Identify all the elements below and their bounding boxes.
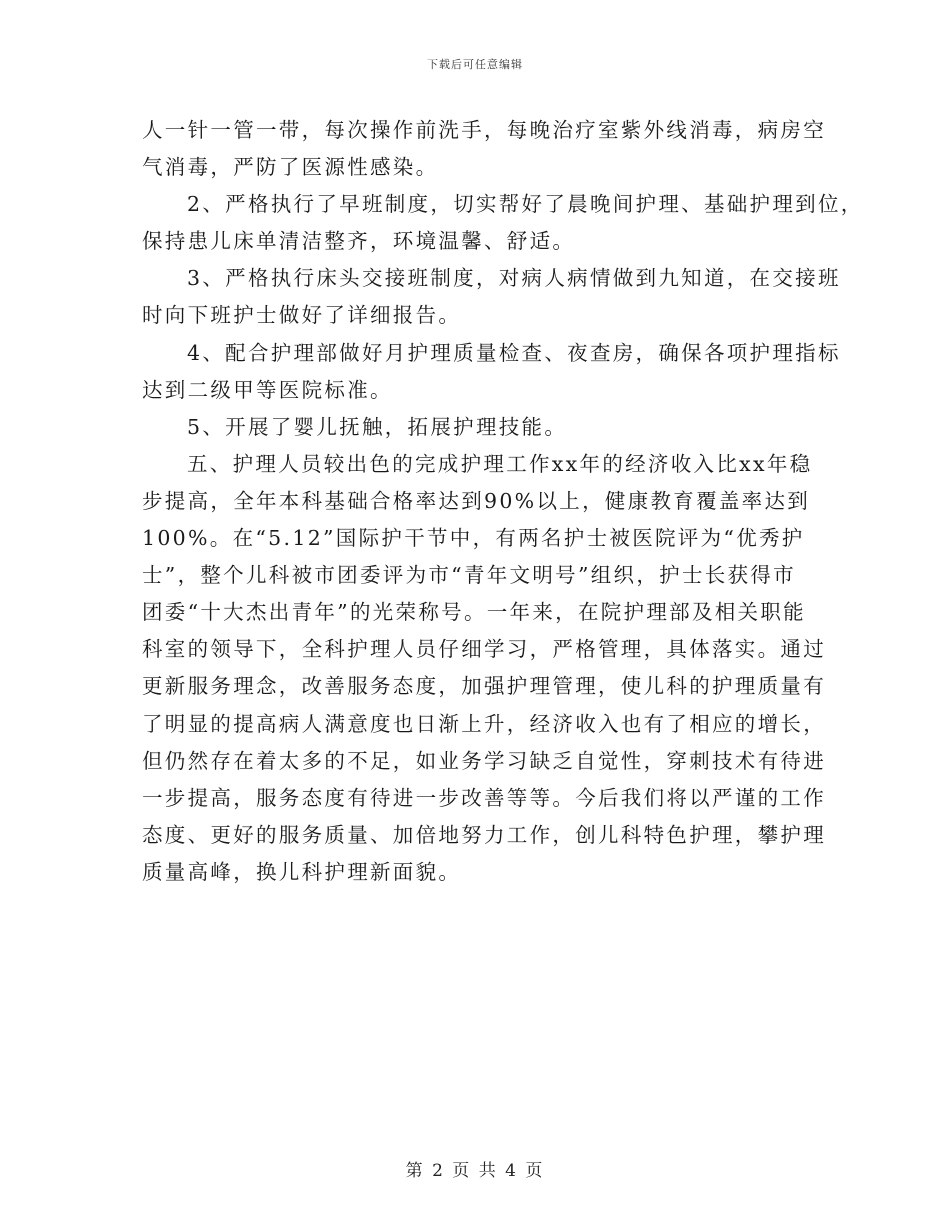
text-line: 更新服务理念，改善服务态度，加强护理管理，使儿科的护理质量有 <box>142 674 826 699</box>
page-header: 下载后可任意编辑 <box>427 58 523 71</box>
page-number-footer: 第 2 页 共 4 页 <box>405 1161 545 1181</box>
text-line: 团委“十大杰出青年”的光荣称号。一年来，在院护理部及相关职能 <box>142 600 806 625</box>
text-line: 4、配合护理部做好月护理质量检查、夜查房，确保各项护理指标 <box>187 340 841 365</box>
text-line: 5、开展了婴儿抚触，拓展护理技能。 <box>187 414 568 439</box>
text-line: 五、护理人员较出色的完成护理工作xx年的经济收入比xx年稳 <box>187 451 813 476</box>
text-line: 科室的领导下，全科护理人员仔细学习，严格管理，具体落实。通过 <box>142 637 826 662</box>
text-line: 时向下班护士做好了详细报告。 <box>142 303 462 328</box>
text-line: 质量高峰，换儿科护理新面貌。 <box>142 859 462 884</box>
text-line: 但仍然存在着太多的不足，如业务学习缺乏自觉性，穿刺技术有待进 <box>142 748 826 773</box>
text-line: 3、严格执行床头交接班制度，对病人病情做到九知道，在交接班 <box>187 266 841 291</box>
text-line: 100%。在“5.12”国际护干节中，有两名护士被医院评为“优秀护 <box>142 526 805 551</box>
text-line: 人一针一管一带，每次操作前洗手，每晚治疗室紫外线消毒，病房空 <box>142 118 826 142</box>
text-line: 了明显的提高病人满意度也日渐上升，经济收入也有了相应的增长， <box>142 711 826 736</box>
body-text <box>142 112 864 891</box>
text-line: 达到二级甲等医院标准。 <box>142 377 393 402</box>
text-line: 步提高，全年本科基础合格率达到90%以上，健康教育覆盖率达到 <box>142 488 811 513</box>
text-line: 气消毒，严防了医源性感染。 <box>142 155 439 180</box>
text-line: 2、严格执行了早班制度，切实帮好了晨晚间护理、基础护理到位， <box>187 192 864 217</box>
text-line: 士”，整个儿科被市团委评为市“青年文明号”组织，护士长获得市 <box>142 563 796 588</box>
text-line: 一步提高，服务态度有待进一步改善等等。今后我们将以严谨的工作 <box>142 785 826 810</box>
text-line: 态度、更好的服务质量、加倍地努力工作，创儿科特色护理，攀护理 <box>142 822 826 847</box>
text-line: 保持患儿床单清洁整齐，环境温馨、舒适。 <box>142 229 576 254</box>
